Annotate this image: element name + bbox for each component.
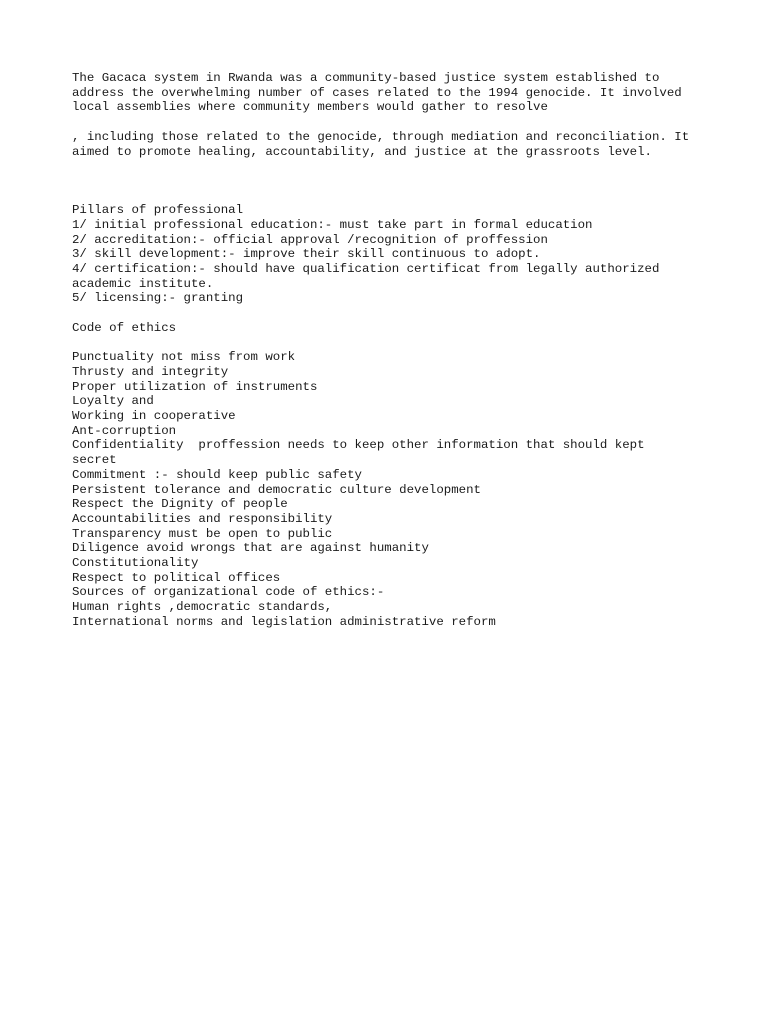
- ethics-item: Human rights ,democratic standards,: [72, 600, 333, 615]
- intro-paragraph-2: [72, 130, 712, 159]
- ethics-item: Working in cooperative: [72, 409, 236, 424]
- ethics-item: Ant-corruption: [72, 423, 177, 438]
- ethics-item: Punctuality not miss from work: [72, 350, 296, 365]
- text-line: local assemblies where community members would gather to resolve: [72, 100, 548, 115]
- pillars-heading: Pillars of professional: [72, 203, 244, 218]
- blank-line: [72, 336, 712, 351]
- pillars-section: [72, 203, 712, 306]
- ethics-item: Commitment :- should keep public safety: [72, 467, 362, 482]
- pillar-item: 1/ initial professional education:- must take part in formal education: [72, 217, 593, 232]
- ethics-item: Loyalty and: [72, 394, 154, 409]
- ethics-item: Sources of organizational code of ethics:-: [72, 585, 385, 600]
- ethics-item: Accountabilities and responsibility: [72, 511, 333, 526]
- ethics-item: Persistent tolerance and democratic culture development: [72, 482, 481, 497]
- ethics-item: Constitutionality: [72, 556, 199, 571]
- pillar-item: 2/ accreditation:- official approval /recognition of proffession: [72, 232, 548, 247]
- pillar-item: 5/ licensing:- granting: [72, 291, 244, 306]
- ethics-item: International norms and legislation administrative reform: [72, 614, 496, 629]
- code-of-ethics-heading: Code of ethics: [72, 320, 177, 335]
- ethics-item: Thrusty and integrity: [72, 364, 229, 379]
- text-line: address the overwhelming number of cases related to the 1994 genocide. It involved: [72, 85, 682, 100]
- ethics-item: Transparency must be open to public: [72, 526, 333, 541]
- ethics-item: secret: [72, 453, 117, 468]
- text-line: , including those related to the genocide, through mediation and reconciliation. It: [72, 129, 690, 144]
- blank-line: [72, 306, 712, 321]
- code-of-ethics-list: [72, 350, 712, 629]
- text-line: aimed to promote healing, accountability, and justice at the grassroots level.: [72, 144, 652, 159]
- ethics-item: Respect to political offices: [72, 570, 281, 585]
- ethics-item: Respect the Dignity of people: [72, 497, 288, 512]
- blank-line: [72, 115, 712, 130]
- text-line: The Gacaca system in Rwanda was a community-based justice system established to: [72, 71, 660, 85]
- ethics-item: Diligence avoid wrongs that are against humanity: [72, 541, 429, 556]
- ethics-item: Confidentiality proffession needs to keep other information that should kept: [72, 438, 645, 453]
- pillar-item: academic institute.: [72, 276, 214, 291]
- document-page: [72, 71, 712, 630]
- pillar-item: 4/ certification:- should have qualification certificat from legally authorized: [72, 262, 660, 277]
- ethics-item: Proper utilization of instruments: [72, 379, 318, 394]
- pillar-item: 3/ skill development:- improve their skill continuous to adopt.: [72, 247, 541, 262]
- intro-paragraph-1: [72, 71, 712, 115]
- section-gap: [72, 159, 712, 203]
